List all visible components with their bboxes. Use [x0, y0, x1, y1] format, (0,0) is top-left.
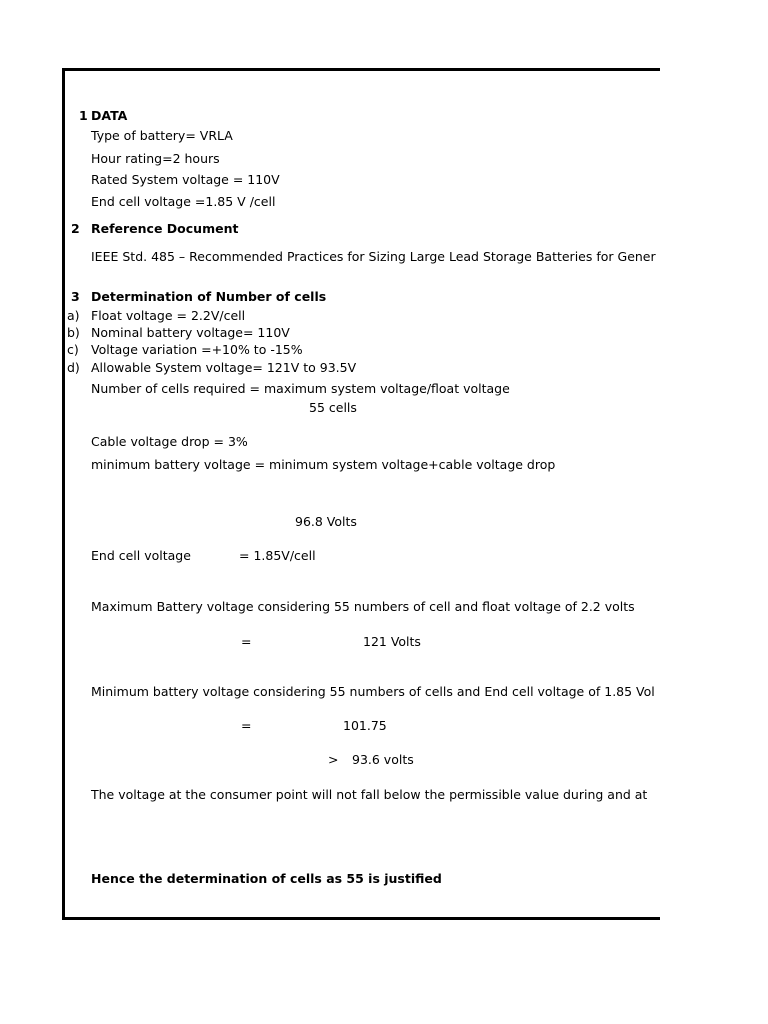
item-b-marker: b) — [67, 325, 80, 340]
consumer-point-text: The voltage at the consumer point will not fall below the permissible value during and at — [91, 787, 648, 802]
section-2-number: 2 — [71, 221, 80, 236]
min-battery-result: 96.8 Volts — [295, 514, 357, 529]
greater-than-value: 93.6 volts — [352, 752, 414, 767]
hour-rating-line: Hour rating=2 hours — [91, 151, 220, 166]
min-battery-value: 101.75 — [343, 718, 387, 733]
max-equals-sign: = — [241, 634, 252, 649]
section-3-number: 3 — [71, 289, 80, 304]
end-cell-label: End cell voltage — [91, 548, 191, 563]
max-battery-text: Maximum Battery voltage considering 55 numbers of cell and float voltage of 2.2 volts — [91, 599, 635, 614]
cable-drop-line: Cable voltage drop = 3% — [91, 434, 248, 449]
min-equals-sign: = — [241, 718, 252, 733]
end-cell-voltage-line: End cell voltage =1.85 V /cell — [91, 194, 276, 209]
min-battery-text: Minimum battery voltage considering 55 numbers of cells and End cell voltage of 1.85 Vol — [91, 684, 655, 699]
rated-voltage-line: Rated System voltage = 110V — [91, 172, 280, 187]
document-frame — [62, 68, 660, 920]
item-b-text: Nominal battery voltage= 110V — [91, 325, 290, 340]
reference-text: IEEE Std. 485 – Recommended Practices for Sizing Large Lead Storage Batteries for Gener — [91, 249, 656, 264]
num-cells-result: 55 cells — [309, 400, 357, 415]
section-1-number: 1 — [79, 108, 88, 123]
num-cells-formula: Number of cells required = maximum system voltage/float voltage — [91, 381, 510, 396]
item-c-marker: c) — [67, 342, 79, 357]
item-d-text: Allowable System voltage= 121V to 93.5V — [91, 360, 357, 375]
section-1-heading: DATA — [91, 108, 128, 123]
item-d-marker: d) — [67, 360, 80, 375]
item-c-text: Voltage variation =+10% to -15% — [91, 342, 303, 357]
greater-than-sign: > — [328, 752, 339, 767]
section-2-heading: Reference Document — [91, 221, 239, 236]
min-battery-formula: minimum battery voltage = minimum system voltage+cable voltage drop — [91, 457, 556, 472]
end-cell-value: = 1.85V/cell — [239, 548, 316, 563]
item-a-text: Float voltage = 2.2V/cell — [91, 308, 246, 323]
battery-type-line: Type of battery= VRLA — [91, 128, 233, 143]
max-battery-value: 121 Volts — [363, 634, 421, 649]
section-3-heading: Determination of Number of cells — [91, 289, 327, 304]
conclusion-text: Hence the determination of cells as 55 is justified — [91, 871, 442, 886]
item-a-marker: a) — [67, 308, 80, 323]
